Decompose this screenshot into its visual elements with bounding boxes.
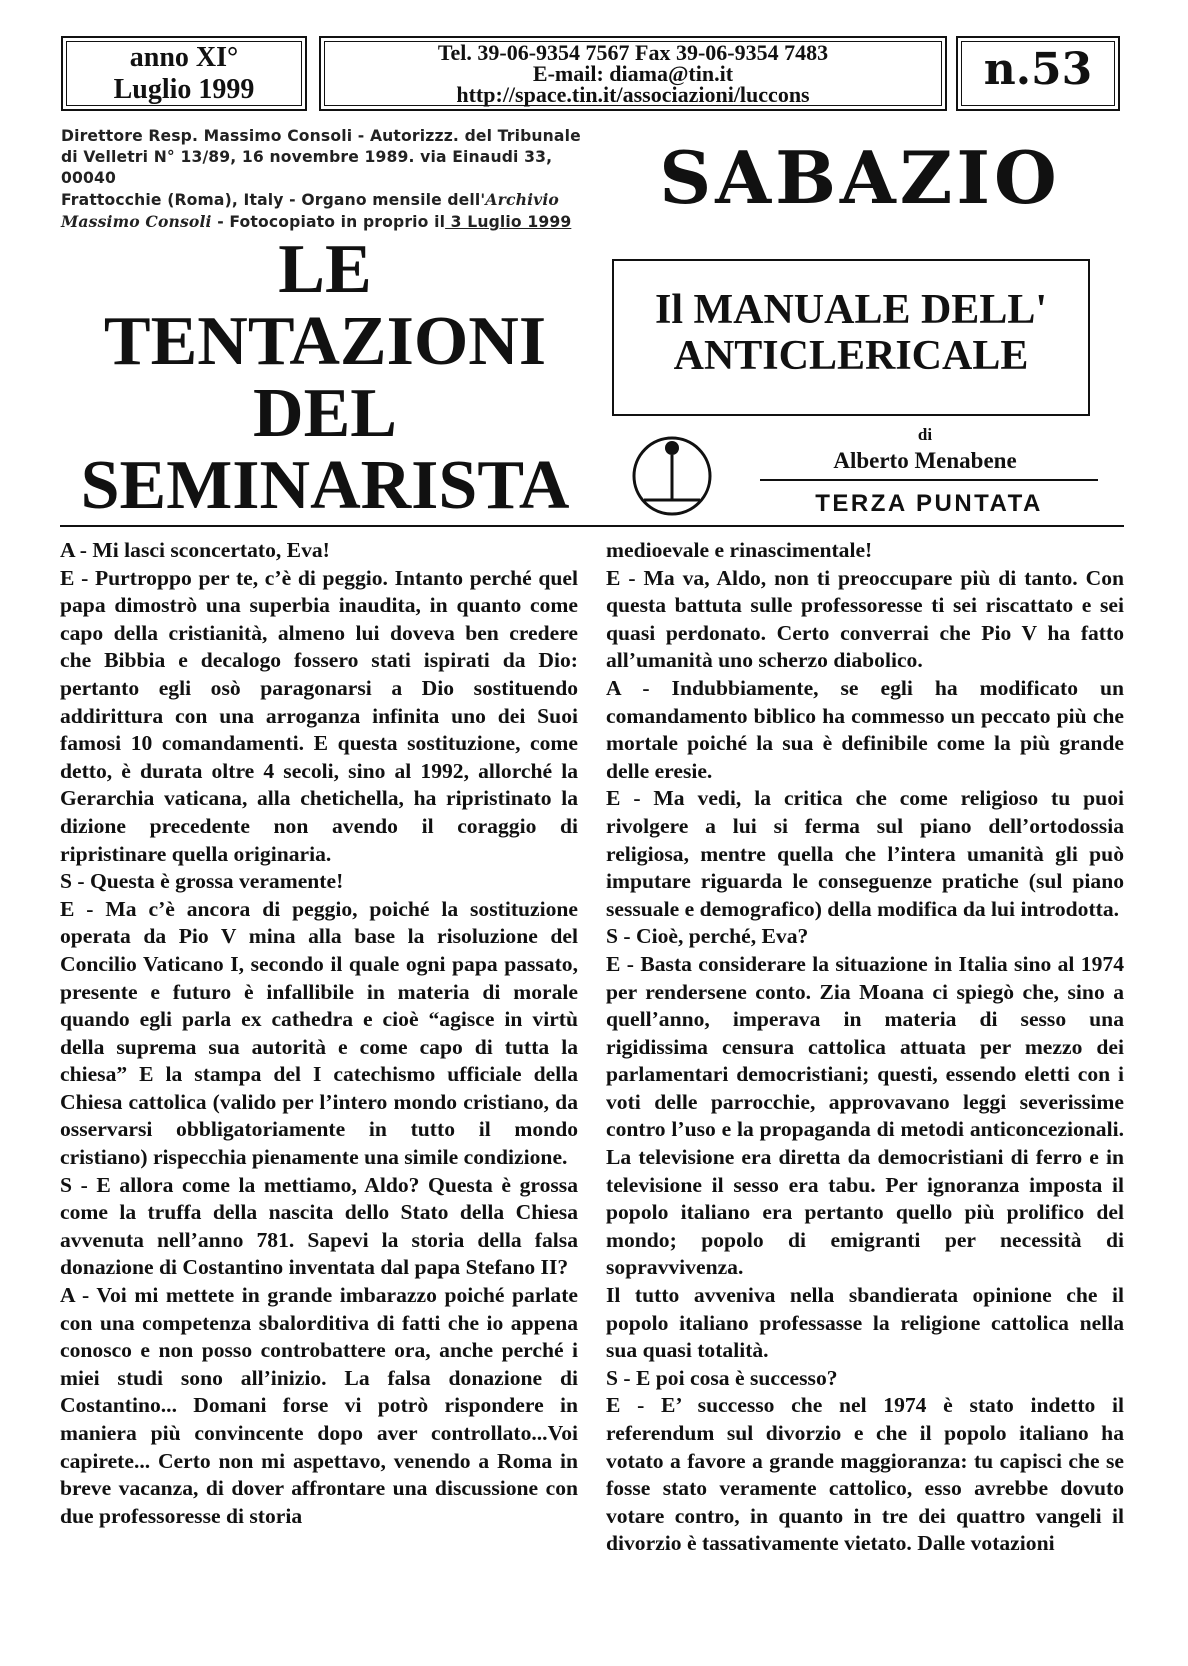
email: E-mail: diama@tin.it [532, 61, 734, 86]
right-paragraph: S - Cioè, perché, Eva? [606, 924, 809, 949]
title-line-4: SEMINARISTA [80, 447, 570, 524]
left-paragraph: S - Questa è grossa veramente! [60, 869, 344, 894]
series-title-line-1: Il MANUALE DELL' [654, 287, 1048, 333]
contact-box [319, 36, 947, 111]
credits-line-4-text: - Fotocopiato in proprio il [211, 213, 446, 231]
byline-di: di [917, 425, 933, 444]
right-paragraph: E - E’ successo che nel 1974 è stato indetto il referendum sul divorzio e che il popolo italiano ha votato a favore a grande maggioranza: tu capisci che se fosse stato veramente cattolico, esso avrebbe dovuto votare contro, in quanto in tre dei quattro vangeli il divorzio è tassativamente vietato. Dalle votazioni [606, 1393, 1124, 1556]
credits-line-1: Direttore Resp. Massimo Consoli - Autorizzz. del Tribunale [61, 127, 581, 145]
left-paragraph: E - Purtroppo per te, c’è di peggio. Intanto perché quel papa dimostrò una superbia inaudita, in quanto come capo della cristianità, almeno lui doveva ben credere che Bibbia e decalogo fossero stati ispirati da Dio: pertanto egli osò paragonarsi a Dio sostituendo addirittura con una arroganza infinita uno dei Suoi famosi 10 comandamenti. E questa sostituzione, come detto, è durata oltre 4 secoli, sino al 1992, allorché la Gerarchia vaticana, alla chetichella, ha ripristinato la dizione precedente non avendo il coraggio di ripristinare quella originaria. [60, 565, 578, 866]
left-paragraph: A - Voi mi mettete in grande imbarazzo poiché parlate con una competenza sbalorditiva di fatti che io appena conosco e non posso controbattere ora, anche perché i miei studi sono all’inizio. La falsa donazione di Costantino... Domani forse vi potrò rispondere in maniera più convincente dopo aver controllato...Voi capirete... Certo non mi aspettavo, venendo a Roma in breve vacanza, di dover affrontare una discussione con due professoresse di storia [60, 1283, 578, 1528]
author-name: Alberto Menabene [833, 448, 1017, 473]
month-label: Luglio 1999 [113, 74, 255, 105]
archive-name: Archivio [485, 190, 559, 209]
phone-fax: Tel. 39-06-9354 7567 Fax 39-06-9354 7483 [437, 40, 829, 65]
right-paragraph: A - Indubbiamente, se egli ha modificato un comandamento biblico ha commesso un peccato più che mortale poiché la sua è definibile come la più grande delle eresie. [606, 675, 1124, 783]
right-column [606, 537, 1124, 1558]
credits-line-4 [61, 211, 581, 233]
right-paragraph: E - Ma va, Aldo, non ti preoccupare più di tanto. Con questa battuta sulle professoresse ti sei riscattato e sei quasi perdonato. Certo converrai che Pio V ha fatto all’umanità uno scherzo diabolico. [606, 565, 1124, 673]
issue-number: n.53 [983, 44, 1093, 95]
right-paragraph: E - Ma vedi, la critica che come religioso tu puoi rivolgere a lui si ferma sul piano dell’ortodossia religiosa, mentre quella che l’intera umanità gli può imputare riguarda le conseguenze pratiche (sul piano sessuale e demografico) della modifica da lui introdotta. [606, 786, 1124, 921]
title-line-3: DEL [253, 375, 397, 452]
print-date: 3 Luglio 1999 [445, 213, 572, 231]
right-paragraph: Il tutto avveniva nella sbandierata opinione che il popolo italiano professasse la religione cattolica nella sua quasi totalità. [606, 1283, 1124, 1363]
credits-line-3 [61, 189, 581, 211]
right-paragraph: S - E poi cosa è successo? [606, 1365, 838, 1390]
issue-number-box [956, 36, 1120, 111]
series-title-line-2: ANTICLERICALE [673, 333, 1029, 379]
title-line-1: LE [278, 231, 372, 308]
left-paragraph: A - Mi lasci sconcertato, Eva! [60, 538, 330, 562]
left-paragraph: E - Ma c’è ancora di peggio, poiché la sostituzione operata da Pio V mina alla base la risoluzione del Concilio Vaticano I, secondo il quale ogni papa passato, presente e futuro è infallibile in materia di morale quando egli parla ex cathedra e cioè “agisce in virtù della suprema sua autorità e come capo di tutta la chiesa” E la stampa del I catechismo ufficiale della Chiesa cattolica (valido per l’intero mondo cristiano, da osservarsi obbligatoriamente in tutto il mondo cristiano) rispecchia pienamente una simile condizione. [60, 896, 578, 1170]
archive-owner: Massimo Consoli [61, 212, 212, 231]
installment-label: TERZA PUNTATA [815, 490, 1043, 517]
left-paragraph: S - E allora come la mettiamo, Aldo? Questa è grossa come la truffa della nascita dello Stato della Chiesa avvenuta nell’anno 781. Sapevi la storia della falsa donazione di Costantino inventata dal papa Stefano II? [60, 1172, 578, 1280]
publication-credits [61, 126, 581, 233]
byline-divider [760, 479, 1098, 481]
credits-line-3-text: Frattocchie (Roma), Italy - Organo mensile dell' [61, 191, 486, 209]
emblem-icon [630, 434, 714, 518]
title-line-2: TENTAZIONI [103, 303, 547, 380]
series-title [614, 287, 1088, 379]
article-title [60, 231, 590, 524]
issue-date-box [61, 36, 307, 111]
credits-line-2: di Velletri N° 13/89, 16 novembre 1989. via Einaudi 33, 00040 [61, 148, 553, 187]
left-column [60, 537, 578, 1530]
right-paragraph: E - Basta considerare la situazione in Italia sino al 1974 per rendersene conto. Zia Moana ci spiegò che, sino a quell’anno, imperava in materia di sesso una rigidissima censura cattolica attuata per mezzo dei parlamentari democristiani; questi, essendo eletti con i voti delle parrocchie, approvavano leggi severissime contro l’uso e la propaganda di metodi anticoncezionali. La televisione era diretta da democristiani di ferro e in televisione il sesso era tabu. Per ignoranza imposta il popolo italiano era pertanto quello più prolifico del mondo; popolo di emigranti per necessità di sopravvivenza. [606, 951, 1124, 1280]
series-title-box [612, 259, 1090, 416]
masthead-title: SABAZIO [659, 135, 1061, 220]
header-divider [60, 525, 1124, 527]
year-label: anno XI° [129, 42, 239, 73]
right-paragraph: medioevale e rinascimentale! [606, 538, 873, 562]
website: http://space.tin.it/associazioni/luccons [456, 82, 810, 107]
